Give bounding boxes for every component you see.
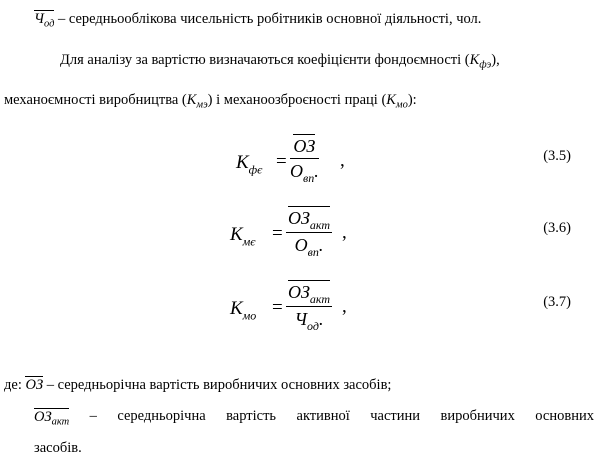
numerator: $ОЗ_{акт}$ [288,282,331,306]
denominator: $Ч_{од}$. [294,309,324,334]
oz-akt-symbol: $ОЗ_{акт}$ [34,409,70,428]
definition-oz-akt-continued: засобів. [34,440,82,456]
denominator: $О_{вп}$. [290,161,319,185]
equals-sign: = [272,297,283,318]
formula-fraction [290,134,319,186]
trailing-comma: , [342,222,347,243]
equals-sign: = [272,223,283,244]
trailing-comma: , [340,150,345,171]
formula-3-6 [0,200,605,270]
equals-sign: = [276,151,287,172]
formula-lhs: $К_{мо}$ [230,298,257,323]
formula-lhs: $К_{мє}$ [230,224,256,249]
intro-paragraph-line2: механоємності виробництва $(К_{мэ})$ і механоозброєності праці $(К_{мо})$: [4,92,417,111]
equation-number: (3.7) [543,294,571,310]
intro-paragraph-line1: Для аналізу за вартістю визначаються коефіцієнти фондоємності $(К_{фэ})$, [60,52,500,71]
oz-symbol: ОЗ [25,377,44,393]
formula-3-7 [0,274,605,344]
numerator: $ОЗ_{акт}$ [288,208,331,232]
formula-fraction [286,280,332,334]
oz-definition-text: – середньорічна вартість виробничих основних засобів; [46,377,392,393]
chod-definition-text: – середньооблікова чисельність робітників основної діяльності, чол. [58,11,482,27]
formula-3-5 [0,128,605,198]
definition-oz-akt: $ОЗ_{акт}$ – середньорічна вартість активної частини виробничих основних [34,408,594,428]
formula-lhs: $К_{фє}$ [236,152,263,177]
trailing-comma: , [342,296,347,317]
definition-line-chod [34,10,481,31]
equation-number: (3.5) [543,148,571,164]
formula-fraction [286,206,332,260]
where-prefix: де: [4,377,22,393]
chod-symbol: $Ч_{од}$ [34,11,55,30]
definition-oz [4,376,391,394]
equation-number: (3.6) [543,220,571,236]
denominator: $О_{вп}$. [294,235,324,260]
numerator: ОЗ [293,136,316,156]
